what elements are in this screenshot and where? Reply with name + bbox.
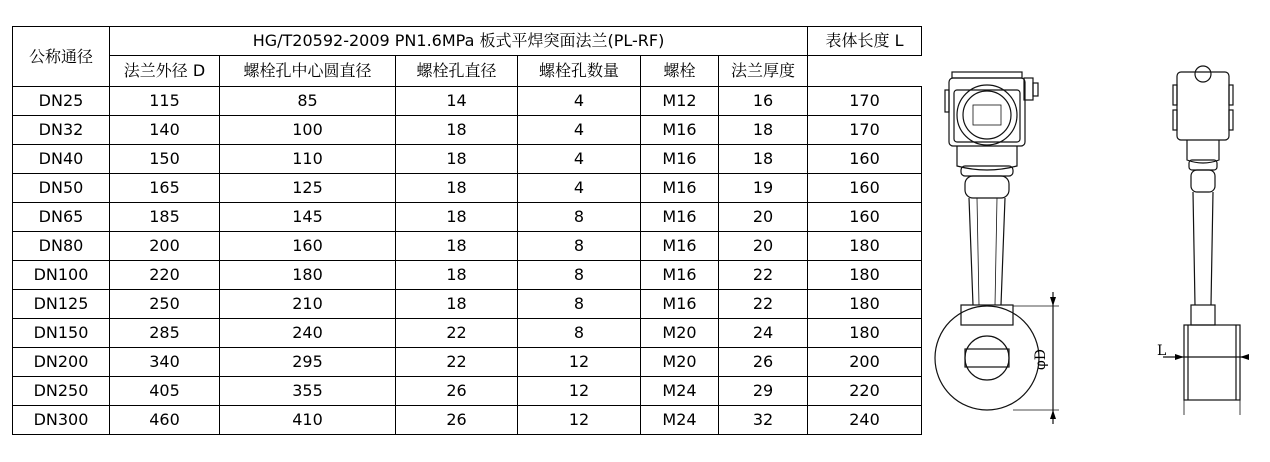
table-cell: 18 bbox=[396, 290, 518, 319]
table-cell: M12 bbox=[641, 87, 719, 116]
table-row bbox=[13, 203, 922, 232]
table-cell: 240 bbox=[220, 319, 396, 348]
table-cell: 180 bbox=[808, 232, 922, 261]
sub-header-cell: 螺栓 bbox=[641, 56, 719, 87]
table-cell: M16 bbox=[641, 145, 719, 174]
table-cell: DN300 bbox=[13, 406, 110, 435]
table-cell: M16 bbox=[641, 261, 719, 290]
table-cell: 4 bbox=[518, 116, 641, 145]
table-cell: 460 bbox=[110, 406, 220, 435]
table-cell: 12 bbox=[518, 348, 641, 377]
table-cell: 110 bbox=[220, 145, 396, 174]
table-cell: M16 bbox=[641, 203, 719, 232]
table-cell: 210 bbox=[220, 290, 396, 319]
sub-header-row bbox=[13, 56, 922, 87]
table-cell: 180 bbox=[808, 319, 922, 348]
table-cell: 165 bbox=[110, 174, 220, 203]
table-cell: 145 bbox=[220, 203, 396, 232]
table-cell: 125 bbox=[220, 174, 396, 203]
sub-header-cell: 法兰外径 D bbox=[110, 56, 220, 87]
table-cell: 26 bbox=[719, 348, 808, 377]
table-cell: 19 bbox=[719, 174, 808, 203]
table-cell: 22 bbox=[396, 319, 518, 348]
table-cell: 170 bbox=[808, 87, 922, 116]
standard-header: HG/T20592-2009 PN1.6MPa 板式平焊突面法兰(PL-RF) bbox=[110, 27, 808, 56]
sub-header-cell: 螺栓孔数量 bbox=[518, 56, 641, 87]
table-cell: 8 bbox=[518, 203, 641, 232]
table-cell: 16 bbox=[719, 87, 808, 116]
table-cell: 115 bbox=[110, 87, 220, 116]
table-row bbox=[13, 261, 922, 290]
table-cell: 180 bbox=[808, 290, 922, 319]
table-cell: M16 bbox=[641, 116, 719, 145]
side-view bbox=[1157, 66, 1249, 415]
table-cell: 85 bbox=[220, 87, 396, 116]
table-cell: 20 bbox=[719, 232, 808, 261]
table-cell: 22 bbox=[396, 348, 518, 377]
table-cell: 18 bbox=[396, 232, 518, 261]
table-cell: M16 bbox=[641, 290, 719, 319]
table-cell: 20 bbox=[719, 203, 808, 232]
table-row bbox=[13, 174, 922, 203]
table-cell: DN125 bbox=[13, 290, 110, 319]
table-cell: 18 bbox=[396, 145, 518, 174]
table-cell: 24 bbox=[719, 319, 808, 348]
body-length-header: 表体长度 L bbox=[808, 27, 922, 56]
table-cell: 220 bbox=[808, 377, 922, 406]
flowmeter-outline-svg bbox=[925, 40, 1270, 440]
table-row bbox=[13, 319, 922, 348]
table-cell: M24 bbox=[641, 377, 719, 406]
table-cell: 285 bbox=[110, 319, 220, 348]
sub-header-cell: 螺栓孔中心圆直径 bbox=[220, 56, 396, 87]
table-body bbox=[13, 87, 922, 435]
table-cell: 410 bbox=[220, 406, 396, 435]
table-cell: DN80 bbox=[13, 232, 110, 261]
table-row bbox=[13, 406, 922, 435]
table-cell: 12 bbox=[518, 377, 641, 406]
table-cell: 4 bbox=[518, 87, 641, 116]
table-cell: 18 bbox=[396, 116, 518, 145]
table-cell: 8 bbox=[518, 232, 641, 261]
table-cell: 8 bbox=[518, 319, 641, 348]
table-cell: 29 bbox=[719, 377, 808, 406]
table-cell: 22 bbox=[719, 261, 808, 290]
table-row bbox=[13, 348, 922, 377]
table-cell: 12 bbox=[518, 406, 641, 435]
nominal-diameter-header: 公称通径 bbox=[13, 27, 110, 87]
table-cell: 220 bbox=[110, 261, 220, 290]
table-cell: 250 bbox=[110, 290, 220, 319]
table-cell: 18 bbox=[719, 145, 808, 174]
table-cell: 185 bbox=[110, 203, 220, 232]
table-cell: 18 bbox=[719, 116, 808, 145]
table-row bbox=[13, 116, 922, 145]
flange-spec-table bbox=[12, 26, 922, 435]
table-cell: 170 bbox=[808, 116, 922, 145]
flowmeter-drawing bbox=[925, 40, 1270, 440]
table-cell: 18 bbox=[396, 261, 518, 290]
table-cell: 200 bbox=[110, 232, 220, 261]
table-row bbox=[13, 87, 922, 116]
table-cell: M20 bbox=[641, 319, 719, 348]
table-cell: M16 bbox=[641, 232, 719, 261]
table-cell: 295 bbox=[220, 348, 396, 377]
table-cell: 200 bbox=[808, 348, 922, 377]
sub-header-cell: 螺栓孔直径 bbox=[396, 56, 518, 87]
table-cell: DN32 bbox=[13, 116, 110, 145]
table-cell: DN25 bbox=[13, 87, 110, 116]
table-cell: 160 bbox=[220, 232, 396, 261]
table-cell: 18 bbox=[396, 174, 518, 203]
table-cell: 18 bbox=[396, 203, 518, 232]
table-cell: 405 bbox=[110, 377, 220, 406]
table-row bbox=[13, 290, 922, 319]
table-cell: 14 bbox=[396, 87, 518, 116]
table-cell: 160 bbox=[808, 174, 922, 203]
table-cell: DN150 bbox=[13, 319, 110, 348]
table-cell: DN100 bbox=[13, 261, 110, 290]
table-cell: 26 bbox=[396, 406, 518, 435]
table-cell: M24 bbox=[641, 406, 719, 435]
table-cell: DN65 bbox=[13, 203, 110, 232]
table-cell: 160 bbox=[808, 145, 922, 174]
table-cell: 8 bbox=[518, 261, 641, 290]
diameter-label: φD bbox=[1033, 348, 1049, 370]
sub-header-cell: 法兰厚度 bbox=[719, 56, 808, 87]
table-cell: 140 bbox=[110, 116, 220, 145]
table-cell: 100 bbox=[220, 116, 396, 145]
table-cell: DN200 bbox=[13, 348, 110, 377]
table-cell: 26 bbox=[396, 377, 518, 406]
table-cell: 180 bbox=[220, 261, 396, 290]
table-row bbox=[13, 145, 922, 174]
table-cell: 32 bbox=[719, 406, 808, 435]
table-cell: 8 bbox=[518, 290, 641, 319]
table-cell: 180 bbox=[808, 261, 922, 290]
table-cell: DN40 bbox=[13, 145, 110, 174]
table-cell: 150 bbox=[110, 145, 220, 174]
front-view bbox=[935, 72, 1059, 424]
table-row bbox=[13, 377, 922, 406]
table-cell: M20 bbox=[641, 348, 719, 377]
table-cell: DN250 bbox=[13, 377, 110, 406]
table-cell: 22 bbox=[719, 290, 808, 319]
table-cell: 160 bbox=[808, 203, 922, 232]
length-label: L bbox=[1157, 343, 1167, 359]
table-cell: 340 bbox=[110, 348, 220, 377]
table-cell: DN50 bbox=[13, 174, 110, 203]
table-cell: 4 bbox=[518, 174, 641, 203]
table-cell: M16 bbox=[641, 174, 719, 203]
table-cell: 240 bbox=[808, 406, 922, 435]
table-cell: 355 bbox=[220, 377, 396, 406]
table-cell: 4 bbox=[518, 145, 641, 174]
table-row bbox=[13, 232, 922, 261]
